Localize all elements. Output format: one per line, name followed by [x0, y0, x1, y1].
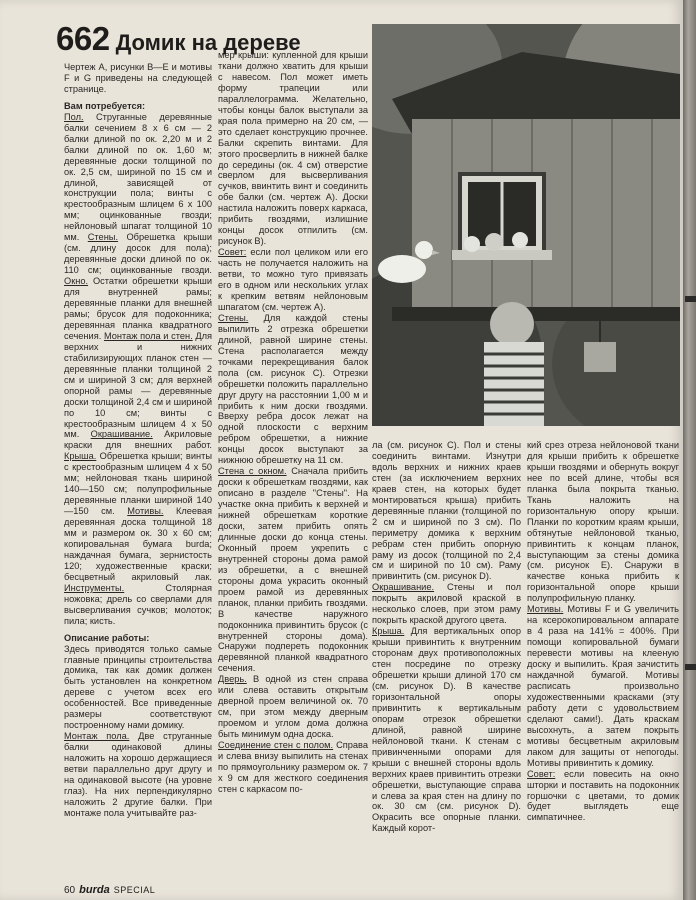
materials-floor: Пол. Струганные деревянные балки сечением 8 х 6 см — 2 балки длиной по ок. 2,20 м и 2 балки длиной по ок. 1,60 м; деревянные доски толщиной по ок. 2,5 см, шириной по 15 см и длиной, зависящей от конструкции пола; винты с крестообразным шлицем 6 х 100 мм; оцинкованные гвозди; нейлоновый шпагат толщиной 10 мм. Стены. Обрешетка крыши (см. длину досок для пола); деревянные доски длиной по ок. 110 см; оцинкованные гвозди. Окно. Остатки обрешетки крыши для внутренней рамы; деревянные планки для внешней рамы; брусок для подоконника; деревянная планка квадратного сечения. Монтаж пола и стен. Для верхних и нижних стабилизирующих планок стен — деревянные планки толщиной 2 см и шириной 3 см; для верхней опорной рамы — деревянные доски толщиной 2,4 см и шириной по 10 см; винты с крестообразным шлицем 4 х 50 мм. Окрашивание. Акриловые краски для внешних работ. Крыша. Обрешетка крыши; винты с крестообразным шлицем 4 х 50 мм; нейлоновая ткань шириной 140—150 см; полупрофильные деревянные планки шириной 140—150 см. Мотивы. Клеевая деревянная доска толщиной 18 мм и размером ок. 30 х 60 см; копировальная бумага burda; наждачная бумага, зернистость 120; художественные краски; бесцветный акриловый лак. Инструменты. Столярная ножовка; дрель со сверлами для высверливания сучков; молоток; пила; кисть. — [64, 111, 212, 626]
section-door: Дверь. В одной из стен справа или слева оставить открытым дверной проем величиной ок. 70 см, при этом между дверным проемом и углом дома должна быть минимум одна доска. — [218, 674, 368, 740]
page-footer — [64, 884, 155, 896]
edge-mark — [685, 664, 696, 670]
text-column-2 — [218, 50, 368, 795]
section-walls: Стены. Для каждой стены выпилить 2 отрезка обрешетки длиной, равной ширине стены. Стена располагается между точками перекрещивания балок пола (см. рисунок С). Отрезки обрешетки положить параллельно друг другу на расстоянии 1,00 м и прибить к ним доски гвоздями. Вверху ребра досок лежат на одной плоскости с верхним ребром обрешетки, а нижние концы досок выступают за нижнюю обрешетку на 11 см. — [218, 312, 368, 466]
treehouse-photo — [372, 24, 680, 426]
text-column-1 — [64, 62, 212, 819]
page-number: 60 — [64, 885, 76, 896]
brand-logo: burda — [79, 884, 110, 896]
section-window-wall: Стена с окном. Сначала прибить доски к обрешеткам гвоздями, как описано в разделе "Стены". На участке окна прибить к верхней и нижней обрешеткам короткие доски, затем прибить опять длинные доски до конца стены. Оконный проем укрепить с внутренней стороны дома рамой из обрешетки, а с внешней стороны дома украсить оконный проем рамой из деревянных планок, планки прибить гвоздями. В качестве наружного подоконника привинтить брусок (с внутренней стороны дома). Снаружи подпереть подоконник деревянной планкой квадратного сечения. — [218, 466, 368, 674]
treehouse-illustration — [372, 24, 680, 426]
materials-heading: Вам потребуется: — [64, 100, 146, 111]
edge-mark — [685, 296, 696, 302]
work-heading: Описание работы: — [64, 632, 150, 643]
column2-paragraph: мер крыши: купленной для крыши ткани должно хватить для крыши с навесом. Пол может иметь форму трапеции или параллелограмма. Желательно, чтобы концы балок выступали за края пола примерно на 20 см, — это сделает конструкцию прочнее. Балки скрепить винтами. Для этого просверлить в нижней балке до середины (ок. 4 см) отверстие сверлом для высверливания сучков, ввинтить винт и соединить обе балки (см. чертеж А). Доски настила наложить поверх каркаса, прибить гвоздями, излишние концы досок отпилить (см. рисунок В). — [218, 50, 368, 247]
intro-paragraph: Чертеж А, рисунки В—Е и мотивы F и G приведены на следующей странице. — [64, 62, 212, 94]
text-column-4 — [527, 440, 679, 823]
article-title: Домик на дереве — [115, 30, 301, 55]
work-intro: Здесь приводятся только самые главные принципы строительства домика, так как домик должен быть установлен на конкретном дереве с учетом всех его особенностей. Все приведенные размеры соответствуют построенному нами домику. — [64, 643, 212, 731]
advice-curtains: Совет: если повесить на окно шторки и поставить на подоконник горшочки с цветами, то домик будет выглядеть еще симпатичнее. — [527, 768, 679, 823]
column3-paragraph: ла (см. рисунок С). Пол и стены соединить винтами. Изнутри вдоль верхних и нижних краев стен (за исключением верхних краев стен, на которых будет монтироваться крыша) прибить деревянные планки (толщиной по 2 см и шириной по 3 см). По периметру домика к верхним ребрам стен прибить опорную раму из досок (толщиной по 2,4 см и шириной по 10 см). Раму привинтить (см. рисунок D). — [372, 440, 521, 582]
next-page-edge — [683, 0, 696, 900]
text-column-3 — [372, 440, 521, 834]
edition-label: SPECIAL — [113, 885, 156, 895]
pattern-number: 662 — [56, 20, 110, 57]
section-motifs: Мотивы. Мотивы F и G увеличить на ксерокопировальном аппарате в 4 раза на 141% = 400%. При помощи копировальной бумаги перевести мотивы на клееную доску и выпилить. Края зачистить наждачной бумагой. Мотивы расписать произвольно художественными красками (эту работу дети с удовольствием сделают сами!). Дать краскам высохнуть, а затем покрыть мотивы бесцветным акриловым лаком для защиты от непогоды. Мотивы привинтить к домику. — [527, 604, 680, 768]
column4-paragraph: кий срез отреза нейлоновой ткани для крыши прибить к обрешетке крыши гвоздями и обернуть вокруг нее по всей длине, чтобы вся планка была покрыта тканью. Ткань наложить на горизонтальную опору крыши. Планки по коротким краям крыши, обтянутые нейлоновой тканью, привинтить к концам планок, выступающим за стены домика (см. рисунок Е). Снаружи в качестве конька прибить к горизонтальной опоре крыши полупрофильную планку. — [527, 440, 679, 604]
section-wall-floor-join: Соединение стен с полом. Справа и слева внизу выпилить на стенах по прямоугольнику размером ок. 7 х 9 см для жесткого соединения стен с каркасом по- — [218, 740, 369, 794]
section-painting: Окрашивание. Стены и пол покрыть акриловой краской в несколько слоев, при этом раму покрыть краской другого цвета. — [372, 582, 521, 626]
work-floor: Монтаж пола. Две струганные балки одинаковой длины наложить на хорошо держащиеся ветви параллельно друг другу и на одинаковой высоте (на уровне глаз). На них перпендикулярно наложить 2 другие балки. При монтаже пола учитывайте раз- — [64, 731, 212, 818]
advice-floor: Совет: если пол целиком или его часть не получается наложить на ветви, то можно туго привязать его в одном или нескольких углах к крепким ветвям нейлоновым шпагатом (см. чертеж А). — [218, 247, 368, 312]
section-roof: Крыша. Для вертикальных опор крыши привинтить к внутренним сторонам двух противоположных стен посредине по отрезку обрешетки крыши длиной 170 см (см. рисунок D). В качестве горизонтальной опоры привинтить к вертикальным опорам отрезок обрешетки длиной, равной ширине нейлоновой ткани. К стенам с привинченными опорами для крыши с внешней стороны вдоль верхних краев привинтить отрезки обрешетки, выступающие справа и слева за края стен на длину по ок. 30 см (см. рисунок D). Окрасить все опорные планки. Каждый корот- — [372, 626, 521, 834]
